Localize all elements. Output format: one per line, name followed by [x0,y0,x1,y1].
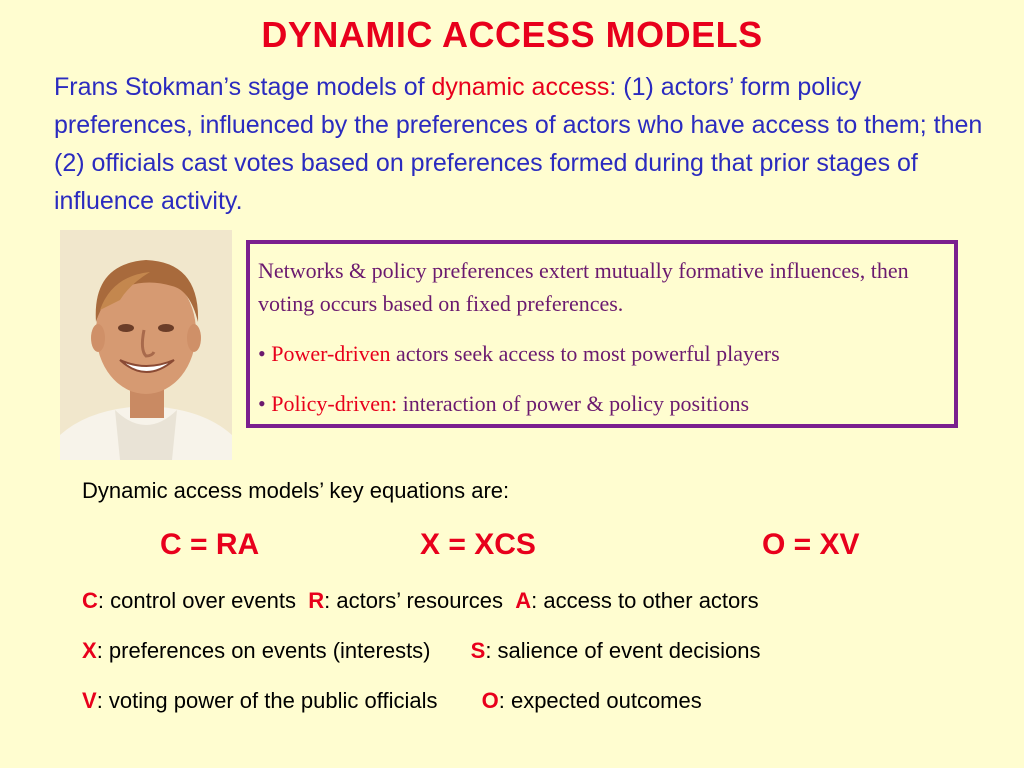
slide-title: DYNAMIC ACCESS MODELS [261,14,763,55]
bullet-marker: • [258,341,272,366]
portrait-illustration [60,230,232,460]
power-driven-text: actors seek access to most powerful players [390,341,780,366]
intro-text-before: Frans Stokman’s stage models of [54,73,432,101]
equation-control: C = RA [160,528,260,561]
box-summary: Networks & policy preferences extert mutually formative influences, then voting occurs based on fixed preferences. [258,258,909,316]
def-c-text: : control over events [97,588,296,613]
def-v-symbol: V [82,688,97,713]
def-x-symbol: X [82,638,97,663]
equation-preferences: X = XCS [420,528,536,561]
portrait-photo [60,230,232,460]
def-s-text: : salience of event decisions [485,638,761,663]
definitions-row-3 [82,688,702,714]
def-r-text: : actors’ resources [324,588,504,613]
policy-driven-term: Policy-driven: [271,391,398,416]
equations-intro: Dynamic access models’ key equations are: [82,478,510,503]
policy-driven-text: interaction of power & policy positions [397,391,750,416]
def-o-text: : expected outcomes [498,688,702,713]
intro-text-after: : (1) actors’ form policy preferences, influenced by the preferences of actors who have access to them; then (2) officials cast votes based on preferences formed during that prior stages of influence activity. [54,73,983,215]
network-summary-box [246,240,958,428]
bullet-policy-driven [250,387,954,420]
def-o-symbol: O [481,688,499,713]
bullet-power-driven [250,337,954,370]
intro-highlight: dynamic access [431,73,610,101]
def-v-text: : voting power of the public officials [96,688,438,713]
def-s-symbol: S [470,638,486,663]
def-c-symbol: C [82,588,98,613]
power-driven-term: Power-driven [271,341,391,366]
def-a-text: : access to other actors [531,588,759,613]
definitions-row-1 [82,588,759,614]
def-x-text: : preferences on events (interests) [96,638,431,663]
def-a-symbol: A [515,588,532,613]
def-r-symbol: R [308,588,325,613]
equation-outcomes: O = XV [762,528,860,561]
definitions-row-2 [82,638,761,664]
bullet-marker: • [258,391,272,416]
intro-paragraph [54,68,994,220]
